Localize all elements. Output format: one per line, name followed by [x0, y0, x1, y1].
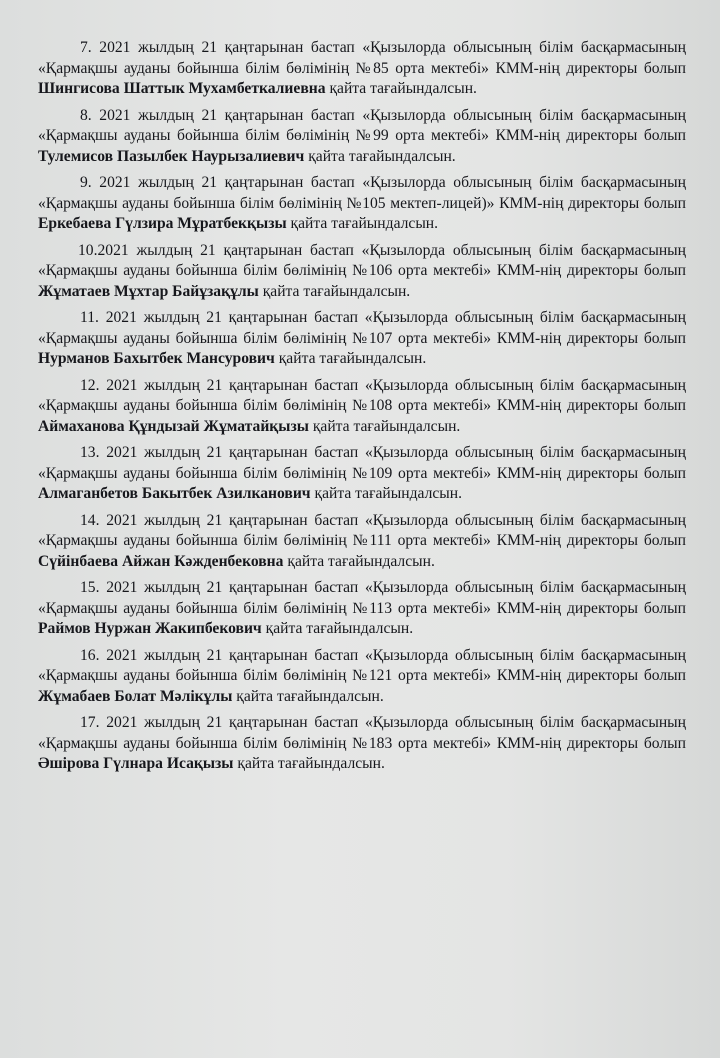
order-item-16 — [38, 646, 686, 708]
order-text: 13. 2021 жылдың 21 қаңтарынан бастап «Қызылорда облысының білім басқармасының «Қармақшы ауданы бойынша білім бөлімінің №109 орта мектебі» КММ-нің директоры болып — [38, 444, 686, 482]
director-name: Жұматаев Мұхтар Байұзақұлы — [38, 282, 259, 300]
order-item-7 — [38, 38, 686, 100]
order-item-15 — [38, 578, 686, 640]
order-suffix: қайта тағайындалсын. — [283, 552, 435, 570]
director-name: Әшірова Гүлнара Исақызы — [38, 755, 234, 772]
order-paragraph — [38, 376, 686, 438]
order-paragraph — [38, 511, 686, 573]
director-name: Сүйінбаева Айжан Кәжденбековна — [38, 552, 284, 570]
order-item-8 — [38, 106, 686, 168]
order-suffix: қайта тағайындалсын. — [261, 620, 414, 637]
order-paragraph — [38, 443, 686, 505]
order-suffix: қайта тағайындалсын. — [233, 755, 385, 772]
order-item-13 — [38, 443, 686, 505]
director-name: Шингисова Шаттык Мухамбеткалиевна — [38, 80, 326, 97]
director-name: Аймаханова Құндызай Жұматайқызы — [38, 417, 309, 435]
order-item-11 — [38, 308, 686, 370]
order-item-14 — [38, 511, 686, 573]
order-paragraph — [38, 106, 686, 168]
director-name: Алмаганбетов Бакытбек Азилканович — [38, 485, 311, 502]
order-suffix: қайта тағайындалсын. — [308, 417, 461, 435]
order-text: 14. 2021 жылдың 21 қаңтарынан бастап «Қызылорда облысының білім басқармасының «Қармақшы ауданы бойынша білім бөлімінің №111 орта мектебі» КММ-нің директоры болып — [38, 511, 686, 549]
order-text: 16. 2021 жылдың 21 қаңтарынан бастап «Қызылорда облысының білім басқармасының «Қармақшы ауданы бойынша білім бөлімінің №121 орта мектебі» КММ-нің директоры болып — [38, 646, 686, 684]
order-suffix: қайта тағайындалсын. — [310, 485, 463, 502]
order-paragraph — [38, 646, 686, 708]
order-item-17 — [38, 713, 686, 775]
order-paragraph — [38, 308, 686, 370]
order-text: 12. 2021 жылдың 21 қаңтарынан бастап «Қызылорда облысының білім басқармасының «Қармақшы ауданы бойынша білім бөлімінің №108 орта мектебі» КММ-нің директоры болып — [38, 376, 686, 414]
order-text: 15. 2021 жылдың 21 қаңтарынан бастап «Қызылорда облысының білім басқармасының «Қармақшы ауданы бойынша білім бөлімінің №113 орта мектебі» КММ-нің директоры болып — [38, 579, 686, 617]
order-text: 11. 2021 жылдың 21 қаңтарынан бастап «Қызылорда облысының білім басқармасының «Қармақшы ауданы бойынша білім бөлімінің №107 орта мектебі» КММ-нің директоры болып — [38, 309, 686, 347]
order-suffix: қайта тағайындалсын. — [325, 80, 477, 97]
order-paragraph — [38, 578, 686, 640]
order-text: 8. 2021 жылдың 21 қаңтарынан бастап «Қызылорда облысының білім басқармасының «Қармақшы ауданы бойынша білім бөлімінің №99 орта мектебі» КММ-нің директоры болып — [38, 106, 686, 144]
order-item-12 — [38, 376, 686, 438]
director-name: Нурманов Бахытбек Мансурович — [38, 350, 275, 367]
director-name: Раймов Нуржан Жакипбекович — [38, 620, 262, 637]
order-paragraph — [38, 713, 686, 775]
order-item-9 — [38, 173, 686, 235]
order-suffix: қайта тағайындалсын. — [258, 282, 411, 300]
order-paragraph — [38, 241, 686, 303]
director-name: Жұмабаев Болат Мәлікұлы — [38, 687, 233, 705]
director-name: Тулемисов Пазылбек Наурызалиевич — [38, 147, 305, 165]
order-text: 7. 2021 жылдың 21 қаңтарынан бастап «Қызылорда облысының білім басқармасының «Қармақшы ауданы бойынша білім бөлімінің №85 орта мектебі» КММ-нің директоры болып — [38, 39, 686, 77]
order-suffix: қайта тағайындалсын. — [232, 687, 384, 705]
order-text: 10.2021 жылдың 21 қаңтарынан бастап «Қызылорда облысының білім басқармасының «Қармақшы ауданы бойынша білім бөлімінің №106 орта мектебі» КММ-нің директоры болып — [38, 241, 686, 279]
order-suffix: қайта тағайындалсын. — [304, 147, 456, 165]
order-suffix: қайта тағайындалсын. — [274, 350, 427, 367]
order-item-10 — [38, 241, 686, 303]
director-name: Еркебаева Гүлзира Мұратбекқызы — [38, 215, 287, 232]
order-text: 9. 2021 жылдың 21 қаңтарынан бастап «Қызылорда облысының білім басқармасының «Қармақшы ауданы бойынша білім бөлімінің №105 мектеп-лицей)» КММ-нің директоры болып — [38, 174, 686, 212]
order-paragraph — [38, 38, 686, 100]
order-suffix: қайта тағайындалсын. — [286, 215, 439, 232]
order-paragraph — [38, 173, 686, 235]
order-text: 17. 2021 жылдың 21 қаңтарынан бастап «Қызылорда облысының білім басқармасының «Қармақшы ауданы бойынша білім бөлімінің №183 орта мектебі» КММ-нің директоры болып — [38, 714, 686, 752]
